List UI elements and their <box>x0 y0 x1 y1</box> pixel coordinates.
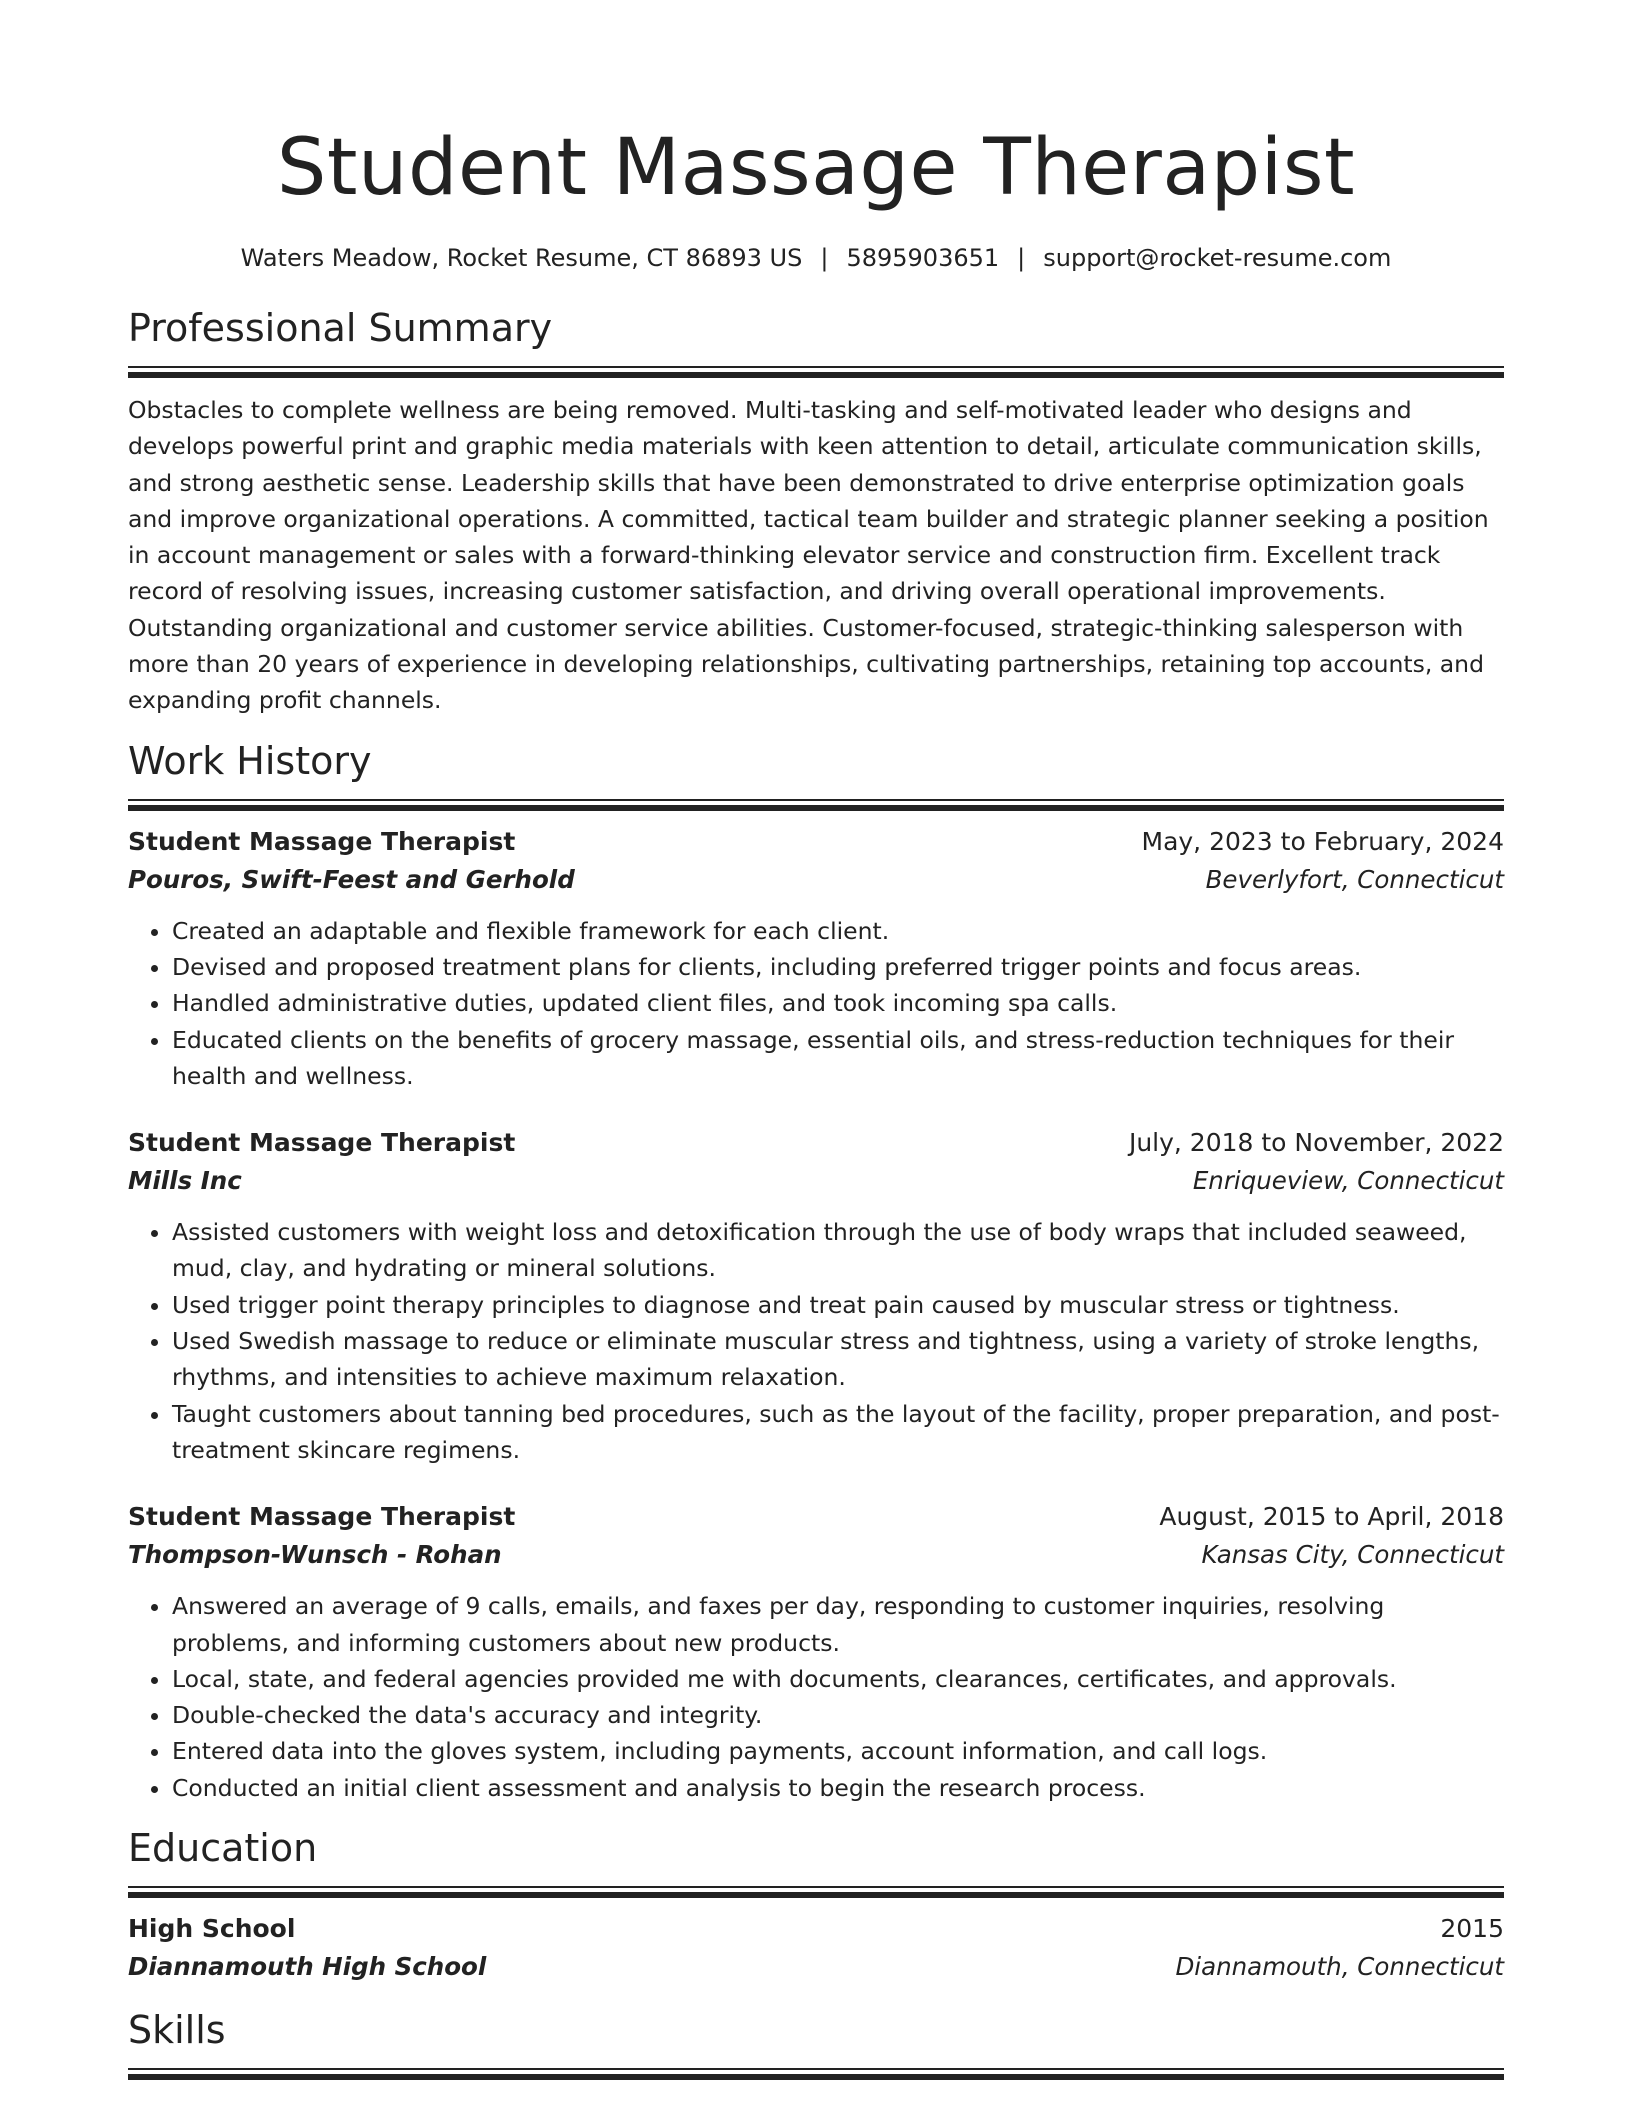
contact-phone: 5895903651 <box>846 244 1000 272</box>
list-item: • Taught customers about tanning bed procedures, such as the layout of the facility, proper preparation, and post-treatment skincare regimens. <box>172 1396 1504 1469</box>
section-divider <box>128 799 1504 811</box>
contact-separator: | <box>820 244 829 272</box>
work-history-section <box>128 737 1504 1806</box>
list-item: • Conducted an initial client assessment and analysis to begin the research process. <box>172 1770 1504 1806</box>
section-divider <box>128 366 1504 378</box>
list-item: • Used trigger point therapy principles to diagnose and treat pain caused by muscular stress or tightness. <box>172 1287 1504 1323</box>
section-title-education: Education <box>128 1826 318 1871</box>
company-name: Thompson-Wunsch - Rohan <box>128 1540 502 1570</box>
list-item: • Local, state, and federal agencies provided me with documents, clearances, certificates, and approvals. <box>172 1661 1504 1697</box>
job-entry <box>128 823 1504 1094</box>
section-divider <box>128 1886 1504 1898</box>
education-entry <box>128 1910 1504 1986</box>
job-title: Student Massage Therapist <box>128 826 516 856</box>
job-entry <box>128 1124 1504 1468</box>
job-title: Student Massage Therapist <box>128 1502 516 1532</box>
section-divider <box>128 2068 1504 2080</box>
section-title-work-history: Work History <box>128 738 372 783</box>
job-bullets <box>128 1214 1504 1468</box>
section-title-skills: Skills <box>128 2008 226 2053</box>
contact-separator: | <box>1017 244 1026 272</box>
school-location: Diannamouth, Connecticut <box>1175 1952 1504 1982</box>
job-location: Enriqueview, Connecticut <box>1192 1166 1504 1196</box>
summary-text: Obstacles to complete wellness are being removed. Multi-tasking and self-motivated leader who designs and develops powerful print and graphic media materials with keen attention to detail, articulate communication skills, and strong aesthetic sense. Leadership skills that have been demonstrated to drive enterprise optimization goals and improve organizational operations. A committed, tactical team builder and strategic planner seeking a position in account management or sales with a forward-thinking elevator service and construction firm. Excellent track record of resolving issues, increasing customer satisfaction, and driving overall operational improvements. Outstanding organizational and customer service abilities. Customer-focused, strategic-thinking salesperson with more than 20 years of experience in developing relationships, cultivating partnerships, retaining top accounts, and expanding profit channels. <box>128 396 1489 715</box>
job-entry <box>128 1498 1504 1806</box>
candidate-name: Student Massage Therapist <box>276 123 1356 213</box>
list-item: • Used Swedish massage to reduce or eliminate muscular stress and tightness, using a variety of stroke lengths, rhythms, and intensities to achieve maximum relaxation. <box>172 1323 1504 1396</box>
list-item: • Double-checked the data's accuracy and integrity. <box>172 1697 1504 1733</box>
list-item: • Handled administrative duties, updated client files, and took incoming spa calls. <box>172 985 1504 1021</box>
contact-address: Waters Meadow, Rocket Resume, CT 86893 US <box>240 244 803 272</box>
school-name: Diannamouth High School <box>128 1952 487 1982</box>
list-item: • Answered an average of 9 calls, emails, and faxes per day, responding to customer inquiries, resolving problems, and informing customers about new products. <box>172 1588 1504 1661</box>
section-title-summary: Professional Summary <box>128 306 553 350</box>
job-location: Beverlyfort, Connecticut <box>1205 864 1504 894</box>
job-location: Kansas City, Connecticut <box>1201 1540 1504 1570</box>
job-bullets <box>128 1588 1504 1806</box>
list-item: • Created an adaptable and flexible framework for each client. <box>172 913 1504 949</box>
list-item: • Entered data into the gloves system, including payments, account information, and call logs. <box>172 1733 1504 1769</box>
job-dates: August, 2015 to April, 2018 <box>1159 1502 1504 1532</box>
job-bullets <box>128 913 1504 1094</box>
company-name: Pouros, Swift-Feest and Gerhold <box>128 864 575 894</box>
contact-line <box>128 242 1504 274</box>
list-item: • Educated clients on the benefits of grocery massage, essential oils, and stress-reduction techniques for their health and wellness. <box>172 1022 1504 1095</box>
job-dates: May, 2023 to February, 2024 <box>1141 826 1504 856</box>
education-section <box>128 1824 1504 1986</box>
summary-section <box>128 304 1504 719</box>
skills-section <box>128 2006 1504 2080</box>
contact-email[interactable]: support@rocket-resume.com <box>1043 244 1392 272</box>
degree: High School <box>128 1914 296 1944</box>
list-item: • Assisted customers with weight loss and detoxification through the use of body wraps that included seaweed, mud, clay, and hydrating or mineral solutions. <box>172 1214 1504 1287</box>
list-item: • Devised and proposed treatment plans for clients, including preferred trigger points and focus areas. <box>172 949 1504 985</box>
company-name: Mills Inc <box>128 1166 242 1196</box>
graduation-year: 2015 <box>1440 1914 1504 1944</box>
job-dates: July, 2018 to November, 2022 <box>1128 1128 1504 1158</box>
job-title: Student Massage Therapist <box>128 1128 516 1158</box>
